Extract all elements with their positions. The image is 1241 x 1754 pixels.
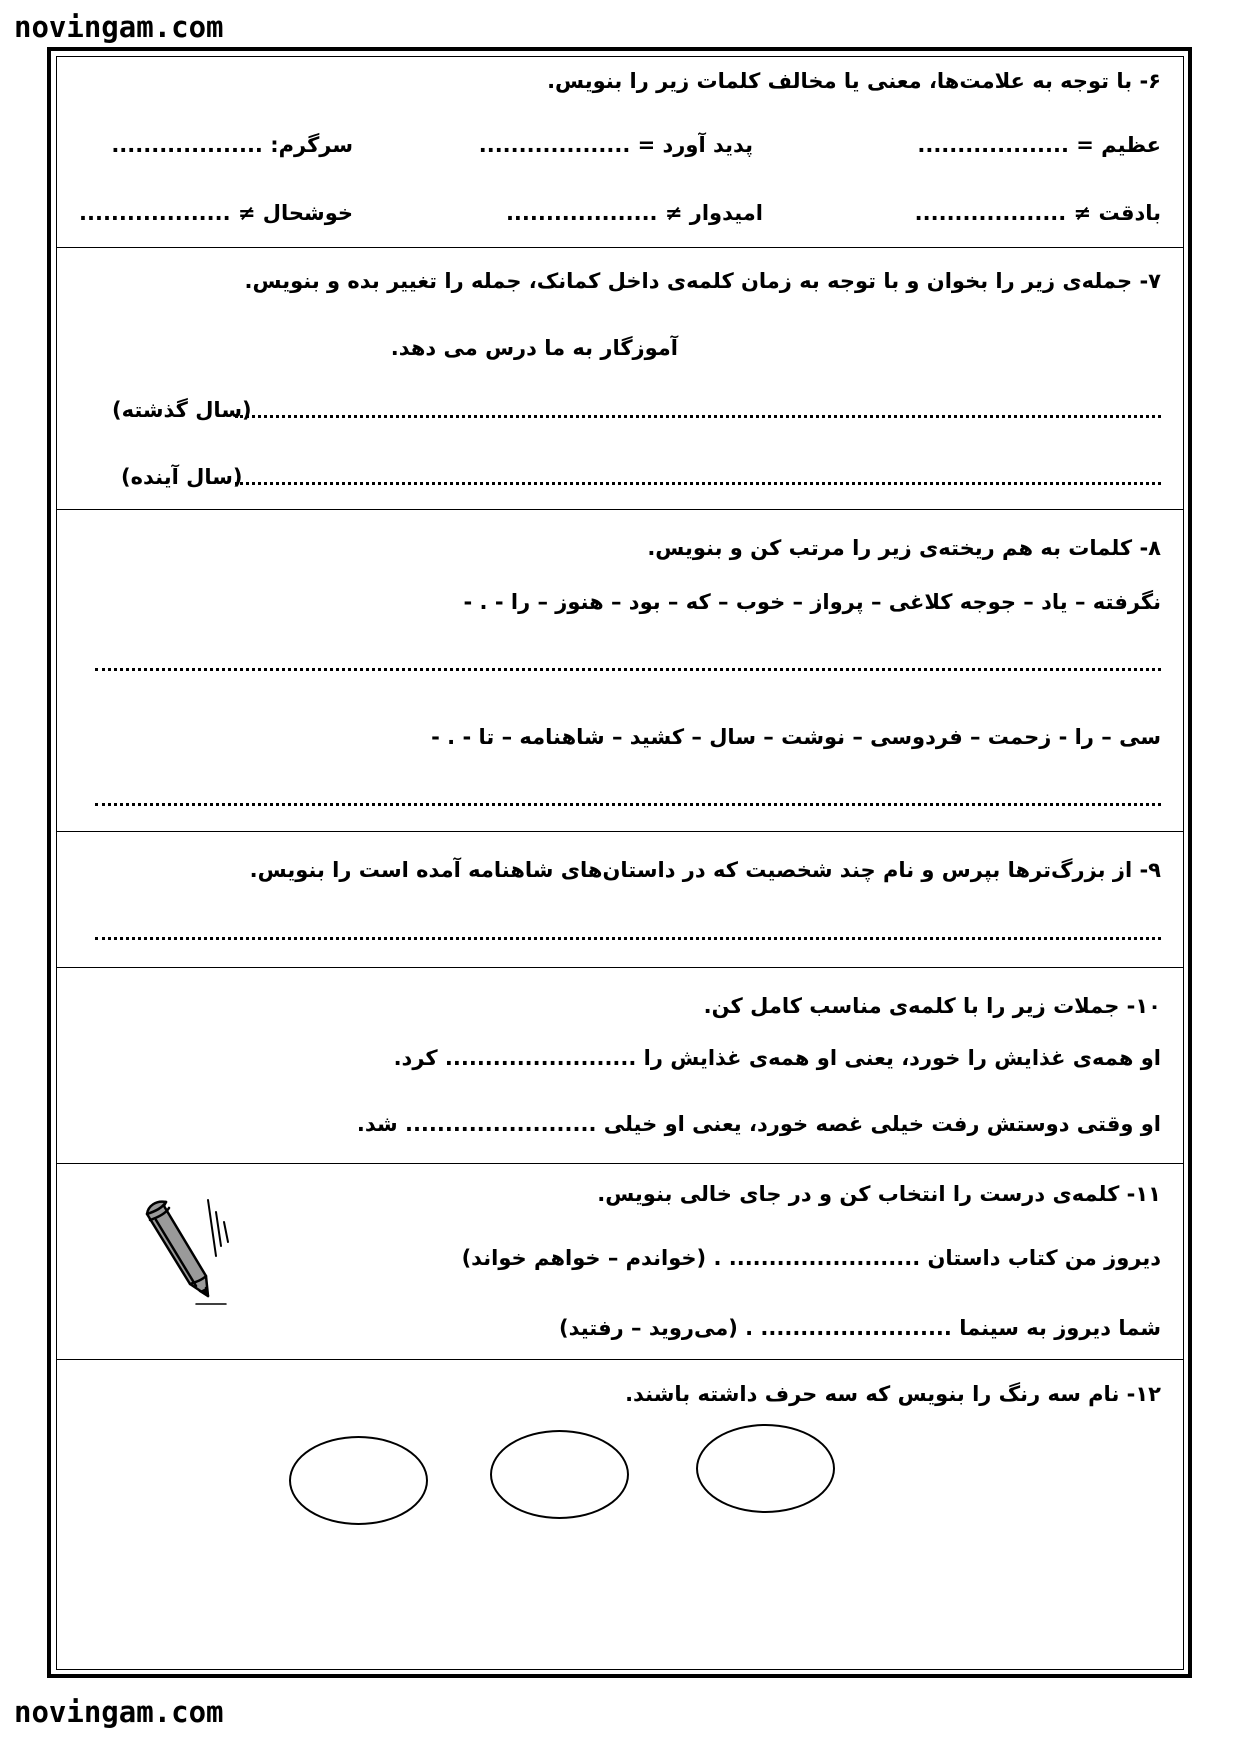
q6-item-4: بادقت ≠ ...................	[914, 201, 1161, 225]
answer-oval-2[interactable]	[490, 1430, 629, 1519]
q6-item-1: عظیم = ...................	[917, 133, 1161, 157]
q8-words-2: سی – را - زحمت – فردوسی – نوشت – سال – کشید – شاهنامه – تا - . -	[431, 725, 1161, 749]
q7-sentence: آموزگار به ما درس می دهد.	[390, 336, 678, 360]
q10-sentence-2: او وقتی دوستش رفت خیلی غصه خورد، یعنی او خیلی ........................ شد.	[356, 1112, 1161, 1136]
q8-answer-line-2	[95, 803, 1161, 806]
pencil-icon	[126, 1198, 236, 1308]
q10-sentence-1: او همه‌ی غذایش را خورد، یعنی او همه‌ی غذایش را ........................ کرد.	[393, 1046, 1161, 1070]
q7-answer-line-1	[235, 415, 1161, 418]
q8-words-1: نگرفته – یاد – جوجه کلاغی – پرواز – خوب – که – بود – هنوز – را - . -	[463, 590, 1161, 614]
question-8	[57, 509, 1183, 831]
worksheet	[56, 56, 1184, 1670]
q7-future-label: (سال آینده)	[121, 465, 243, 489]
q12-title: ۱۲- نام سه رنگ را بنویس که سه حرف داشته باشند.	[625, 1382, 1161, 1406]
question-10	[57, 967, 1183, 1163]
q6-item-5: امیدوار ≠ ...................	[505, 201, 763, 225]
q11-sentence-1: دیروز من کتاب داستان ........................ . (خواندم – خواهم خواند)	[461, 1246, 1161, 1270]
q7-past-label: (سال گذشته)	[112, 398, 252, 422]
answer-oval-3[interactable]	[289, 1436, 428, 1525]
q7-title: ۷- جمله‌ی زیر را بخوان و با توجه به زمان کلمه‌ی داخل کمانک، جمله را تغییر بده و بنویس.	[244, 269, 1161, 293]
q8-title: ۸- کلمات به هم ریخته‌ی زیر را مرتب کن و بنویس.	[647, 536, 1161, 560]
question-7	[57, 247, 1183, 509]
site-watermark-bottom: novingam.com	[14, 1695, 224, 1729]
q11-sentence-2: شما دیروز به سینما ........................ . (می‌روید – رفتید)	[558, 1316, 1161, 1340]
q8-answer-line-1	[95, 668, 1161, 671]
q7-answer-line-2	[235, 482, 1161, 485]
q6-item-3: سرگرم: ...................	[111, 133, 353, 157]
site-watermark-top: novingam.com	[14, 10, 224, 44]
question-9	[57, 831, 1183, 967]
q6-title: ۶- با توجه به علامت‌ها، معنی یا مخالف کلمات زیر را بنویس.	[547, 69, 1161, 93]
q11-title: ۱۱- کلمه‌ی درست را انتخاب کن و در جای خالی بنویس.	[597, 1182, 1161, 1206]
q9-title: ۹- از بزرگ‌ترها بپرس و نام چند شخصیت که در داستان‌های شاهنامه آمده است را بنویس.	[249, 858, 1161, 882]
q10-title: ۱۰- جملات زیر را با کلمه‌ی مناسب کامل کن.	[703, 994, 1161, 1018]
q6-item-2: پدید آورد = ...................	[478, 133, 753, 157]
answer-oval-1[interactable]	[696, 1424, 835, 1513]
question-12	[57, 1359, 1183, 1671]
question-6	[57, 57, 1183, 247]
q6-item-6: خوشحال ≠ ...................	[79, 201, 353, 225]
q9-answer-line	[95, 937, 1161, 940]
